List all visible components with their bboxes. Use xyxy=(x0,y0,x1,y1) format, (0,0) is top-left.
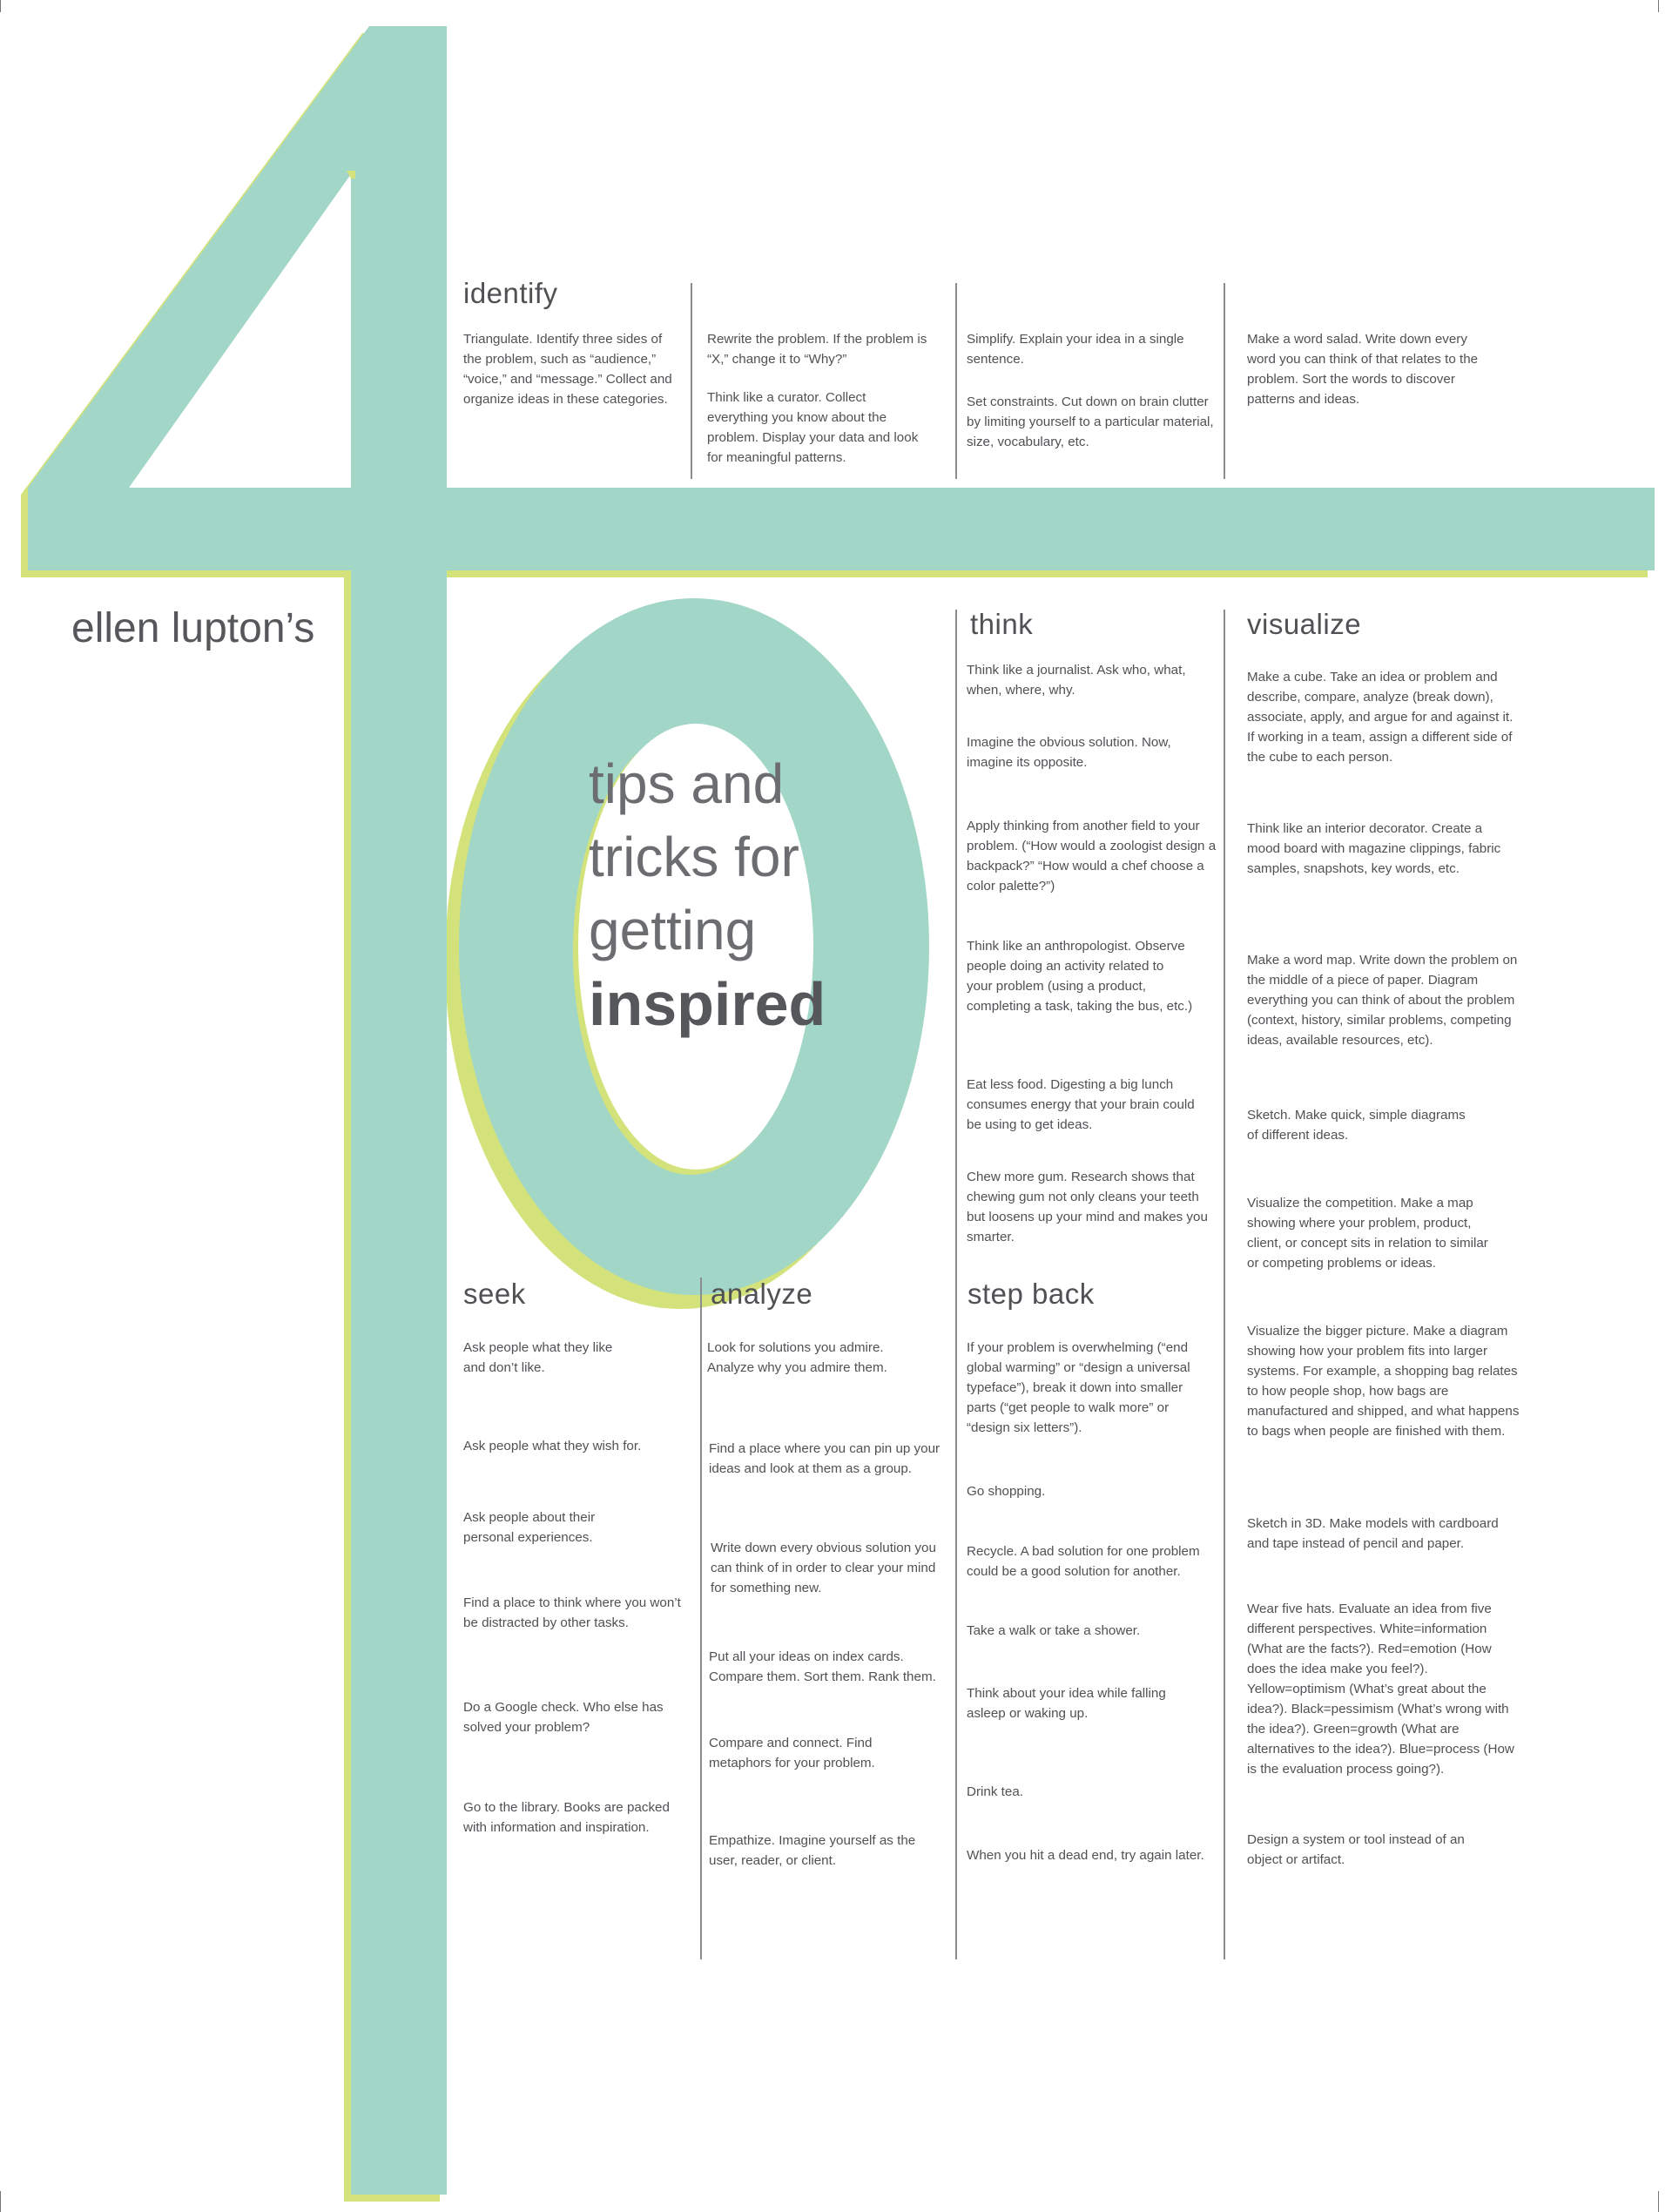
tip-item: Go to the library. Books are packed with information and inspiration. xyxy=(463,1800,670,1835)
section-title-seek: seek xyxy=(463,1278,526,1310)
tip-item: Make a word map. Write down the problem on the middle of a piece of paper. Diagram everything you can think of about the problem (context, history, similar problems, competing ideas, available resources, etc). xyxy=(1247,953,1518,1048)
tip-item: Ask people about their personal experiences. xyxy=(463,1510,596,1545)
tip-item: Sketch in 3D. Make models with cardboard and tape instead of pencil and paper. xyxy=(1247,1516,1499,1551)
tip-item: Look for solutions you admire. Analyze why you admire them. xyxy=(707,1340,887,1375)
tip-item: Do a Google check. Who else has solved your problem? xyxy=(463,1700,664,1735)
divider xyxy=(700,1278,702,1959)
tip-item: Make a word salad. Write down every word you can think of that relates to the problem. Sort the words to discover patterns and ideas. xyxy=(1247,332,1479,407)
section-title-analyze: analyze xyxy=(711,1278,813,1310)
tip-item: Simplify. Explain your idea in a single sentence. xyxy=(967,332,1184,367)
tip-item: If your problem is overwhelming (“end global warming” or “design a universal typeface”), break it down into smaller parts (“get people to walk more” or “design six letters”). xyxy=(967,1340,1190,1435)
divider xyxy=(955,283,957,479)
tip-item: Take a walk or take a shower. xyxy=(967,1623,1141,1638)
section-title-think: think xyxy=(970,608,1034,640)
section-title-identify: identify xyxy=(463,277,558,309)
headline-line-2: tricks for xyxy=(589,826,799,888)
author-name: ellen lupton’s xyxy=(71,605,315,651)
section-title-visualize: visualize xyxy=(1247,608,1362,640)
tip-item: Apply thinking from another field to your problem. (“How would a zoologist design a backpack?” “How would a chef choose a color palette?”) xyxy=(967,819,1217,894)
divider xyxy=(1224,610,1225,1959)
tip-item: Think like an interior decorator. Create a mood board with magazine clippings, fabric samples, snapshots, key words, etc. xyxy=(1247,821,1501,876)
tip-item: Make a cube. Take an idea or problem and describe, compare, analyze (break down), associate, apply, and argue for and against it. If working in a team, assign a different side of the cube to each person. xyxy=(1247,670,1514,765)
tip-item: Think about your idea while falling asleep or waking up. xyxy=(967,1686,1166,1721)
tip-item: Recycle. A bad solution for one problem could be a good solution for another. xyxy=(967,1544,1200,1579)
tip-item: Set constraints. Cut down on brain clutter by limiting yourself to a particular material, size, vocabulary, etc. xyxy=(967,395,1214,449)
tip-item: When you hit a dead end, try again later. xyxy=(967,1848,1204,1863)
tip-item: Think like an anthropologist. Observe people doing an activity related to your problem (using a product, completing a task, taking the bus, etc.) xyxy=(967,939,1193,1014)
tip-item: Write down every obvious solution you can think of in order to clear your mind for something new. xyxy=(711,1541,936,1595)
tip-item: Go shopping. xyxy=(967,1484,1046,1499)
divider xyxy=(1224,283,1225,479)
headline-line-1: tips and xyxy=(589,752,785,815)
tip-item: Think like a curator. Collect everything you know about the problem. Display your data and look for meaningful patterns. xyxy=(707,390,919,465)
tip-item: Triangulate. Identify three sides of the problem, such as “audience,” “voice,” and “message.” Collect and organize ideas in these categories. xyxy=(463,332,672,407)
divider xyxy=(955,610,957,1959)
tip-item: Think like a journalist. Ask who, what, when, where, why. xyxy=(967,663,1186,698)
tip-item: Sketch. Make quick, simple diagrams of different ideas. xyxy=(1247,1108,1466,1143)
tip-item: Eat less food. Digesting a big lunch consumes energy that your brain could be using to get ideas. xyxy=(967,1077,1195,1132)
tip-item: Find a place where you can pin up your ideas and look at them as a group. xyxy=(709,1441,940,1476)
tip-item: Wear five hats. Evaluate an idea from five different perspectives. White=information (What are the facts?). Red=emotion (How does the idea make you feel?). Yellow=optimism (What’s great about the idea?). Black=pessimism (What’s wrong with the idea?). Green=growth (What are alternatives to the idea?). Blue=process (How is the evaluation process going?). xyxy=(1247,1602,1514,1777)
divider xyxy=(691,283,692,479)
tip-item: Empathize. Imagine yourself as the user, reader, or client. xyxy=(709,1833,916,1868)
tip-item: Visualize the bigger picture. Make a diagram showing how your problem fits into larger systems. For example, a shopping bag relates to how people shop, how bags are manufactured and shipped, and what happens to bags when people are finished with them. xyxy=(1247,1324,1520,1439)
tip-item: Ask people what they like and don’t like. xyxy=(463,1340,613,1375)
tip-item: Ask people what they wish for. xyxy=(463,1439,642,1453)
headline-line-3: getting xyxy=(589,899,757,961)
tip-item: Put all your ideas on index cards. Compare them. Sort them. Rank them. xyxy=(709,1649,936,1684)
tip-item: Chew more gum. Research shows that chewing gum not only cleans your teeth but loosens up your mind and makes you smarter. xyxy=(967,1170,1208,1244)
tip-item: Drink tea. xyxy=(967,1784,1023,1799)
tip-item: Visualize the competition. Make a map showing where your problem, product, client, or concept sits in relation to similar or competing problems or ideas. xyxy=(1247,1196,1488,1271)
tip-item: Find a place to think where you won’t be distracted by other tasks. xyxy=(463,1595,681,1630)
tip-item: Rewrite the problem. If the problem is “X,” change it to “Why?” xyxy=(707,332,927,367)
section-title-step-back: step back xyxy=(967,1278,1095,1310)
headline-emphasis: inspired xyxy=(589,970,826,1038)
tip-item: Compare and connect. Find metaphors for your problem. xyxy=(709,1736,875,1770)
tip-item: Design a system or tool instead of an object or artifact. xyxy=(1247,1832,1465,1867)
tip-item: Imagine the obvious solution. Now, imagine its opposite. xyxy=(967,735,1171,770)
